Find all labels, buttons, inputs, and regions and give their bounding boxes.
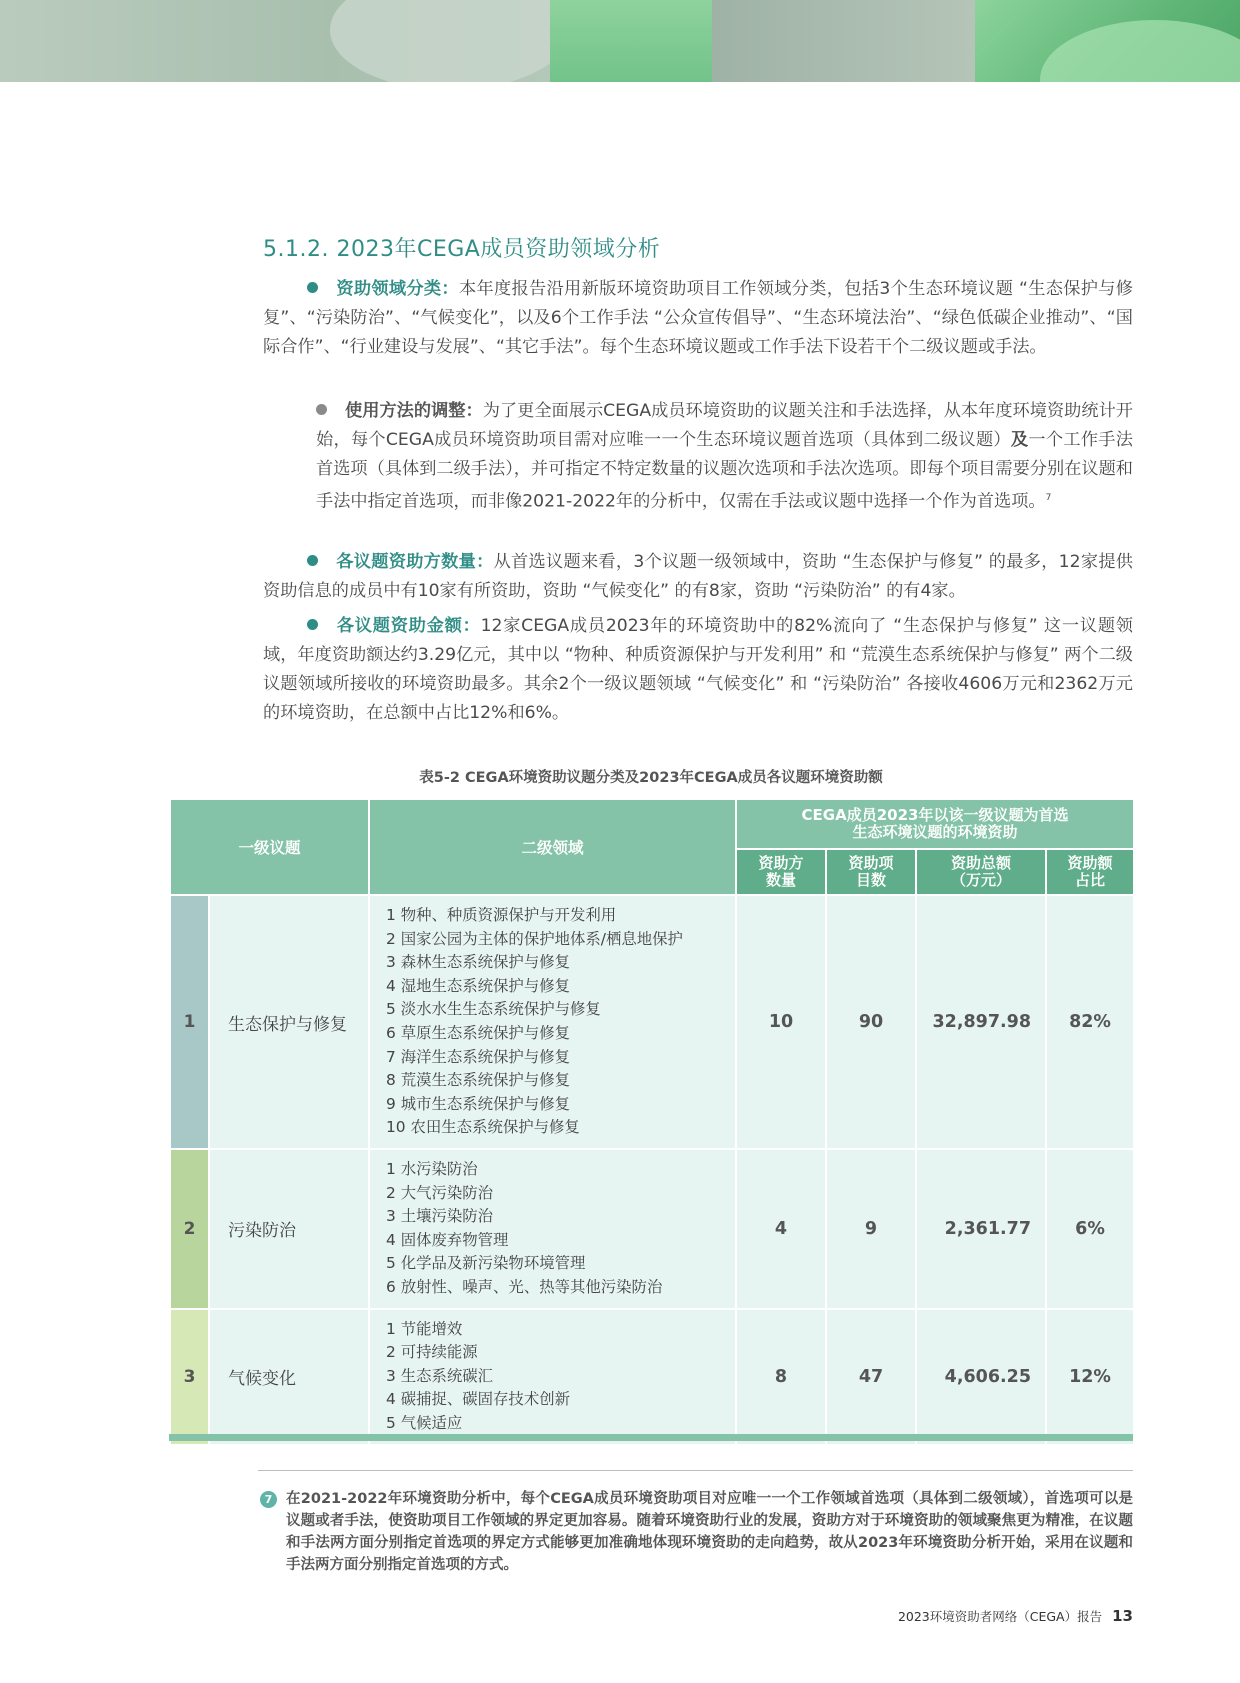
row-projects: 9 bbox=[826, 1149, 916, 1309]
header-level2: 二级领域 bbox=[369, 799, 736, 895]
report-title: 2023环境资助者网络（CEGA）报告 bbox=[897, 1609, 1103, 1624]
table-row bbox=[170, 1149, 1134, 1309]
footnote-ref: 7 bbox=[1045, 493, 1052, 503]
row-name: 气候变化 bbox=[209, 1309, 369, 1445]
footnote-marker: 7 bbox=[260, 1491, 277, 1508]
row-funders: 8 bbox=[736, 1309, 826, 1445]
row-share: 82% bbox=[1046, 895, 1134, 1149]
bullet-icon bbox=[307, 619, 318, 630]
row-amount: 4,606.25 bbox=[916, 1309, 1046, 1445]
bullet-icon bbox=[307, 555, 318, 566]
table-row bbox=[170, 895, 1134, 1149]
header-projects: 资助项 目数 bbox=[826, 849, 916, 895]
row-number: 3 bbox=[170, 1309, 209, 1445]
row-amount: 2,361.77 bbox=[916, 1149, 1046, 1309]
page-footer bbox=[860, 1607, 1133, 1625]
header-group: CEGA成员2023年以该一级议题为首选 生态环境议题的环境资助 bbox=[736, 799, 1134, 849]
row-subareas: 1 节能增效 2 可持续能源 3 生态系统碳汇 4 碳捕捉、碳固存技术创新 5 气候适应 bbox=[369, 1309, 736, 1445]
paragraph-funder-count: 各议题资助方数量：从首选议题来看，3个议题一级领域中，资助 “生态保护与修复” 的最多，12家提供资助信息的成员中有10家有所资助，资助 “气候变化” 的有8家，资助 “污染防治” 的有4家。 bbox=[263, 552, 1133, 601]
paragraph-method-adjustment: 使用方法的调整：为了更全面展示CEGA成员环境资助的议题关注和手法选择，从本年度环境资助统计开始，每个CEGA成员环境资助项目需对应唯一一个生态环境议题首选项（具体到二级议题）及一个工作手法首选项（具体到二级手法），并可指定不特定数量的议题次选项和手法次选项。即每个项目需要分别在议题和手法中指定首选项，而非像2021-2022年的分析中，仅需在手法或议题中选择一个作为首选项。$^7$ bbox=[316, 401, 1133, 512]
row-subareas: 1 水污染防治 2 大气污染防治 3 土壤污染防治 4 固体废弃物管理 5 化学品及新污染物环境管理 6 放射性、噪声、光、热等其他污染防治 bbox=[369, 1149, 736, 1309]
row-number: 2 bbox=[170, 1149, 209, 1309]
row-subareas: 1 物种、种质资源保护与开发利用 2 国家公园为主体的保护地体系/栖息地保护 3 森林生态系统保护与修复 4 湿地生态系统保护与修复 5 淡水水生生态系统保护与修复 6 草原生态系统保护与修复 7 海洋生态系统保护与修复 8 荒漠生态系统保护与修复 9 城市生态系统保护与修复 10 农田生态系统保护与修复 bbox=[369, 895, 736, 1149]
table-caption: 表5-2 CEGA环境资助议题分类及2023年CEGA成员各议题环境资助额 bbox=[419, 770, 883, 786]
table-row bbox=[170, 1309, 1134, 1445]
row-share: 12% bbox=[1046, 1309, 1134, 1445]
row-name: 生态保护与修复 bbox=[209, 895, 369, 1149]
header-share: 资助额 占比 bbox=[1046, 849, 1134, 895]
row-name: 污染防治 bbox=[209, 1149, 369, 1309]
paragraph-funding-area-classification: 资助领域分类：本年度报告沿用新版环境资助项目工作领域分类，包括3个生态环境议题 “生态保护与修复”、“污染防治”、“气候变化”，以及6个工作手法 “公众宣传倡导”、“生态环境法治”、“绿色低碳企业推动”、“国际合作”、“行业建设与发展”、“其它手法”。每个生态环境议题或工作手法下设若干个二级议题或手法。 bbox=[263, 279, 1133, 357]
row-amount: 32,897.98 bbox=[916, 895, 1046, 1149]
row-funders: 10 bbox=[736, 895, 826, 1149]
bullet-icon bbox=[307, 282, 318, 293]
footnote-text: 在2021-2022年环境资助分析中，每个CEGA成员环境资助项目对应唯一一个工作领域首选项（具体到二级领域），首选项可以是议题或者手法，使资助项目工作领域的界定更加容易。随着环境资助行业的发展，资助方对于环境资助的领域聚焦更为精准，在议题和手法两方面分别指定首选项的界定方式能够更加准确地体现环境资助的走向趋势，故从2023年环境资助分析开始，采用在议题和手法两方面分别指定首选项的方式。 bbox=[286, 1491, 1133, 1573]
row-projects: 47 bbox=[826, 1309, 916, 1445]
table-bottom-bar bbox=[169, 1434, 1133, 1441]
header-amount: 资助总额 （万元） bbox=[916, 849, 1046, 895]
row-number: 1 bbox=[170, 895, 209, 1149]
header-funders: 资助方 数量 bbox=[736, 849, 826, 895]
row-projects: 90 bbox=[826, 895, 916, 1149]
footnote-divider bbox=[258, 1470, 1133, 1471]
paragraph-funding-amount: 各议题资助金额：12家CEGA成员2023年的环境资助中的82%流向了 “生态保护与修复” 这一议题领域，年度资助额达约3.29亿元，其中以 “物种、种质资源保护与开发利用” 和 “荒漠生态系统保护与修复” 两个二级议题领域所接收的环境资助最多。其余2个一级议题领域 “气候变化” 和 “污染防治” 各接收4606万元和2362万元的环境资助，在总额中占比12%和6%。 bbox=[263, 616, 1133, 723]
funding-table bbox=[169, 798, 1135, 1446]
top-decorative-banner bbox=[0, 0, 1240, 82]
page-number: 13 bbox=[1112, 1607, 1133, 1625]
header-level1: 一级议题 bbox=[170, 799, 369, 895]
section-title: 5.1.2. 2023年CEGA成员资助领域分析 bbox=[263, 237, 661, 262]
row-share: 6% bbox=[1046, 1149, 1134, 1309]
bullet-icon bbox=[316, 404, 327, 415]
row-funders: 4 bbox=[736, 1149, 826, 1309]
